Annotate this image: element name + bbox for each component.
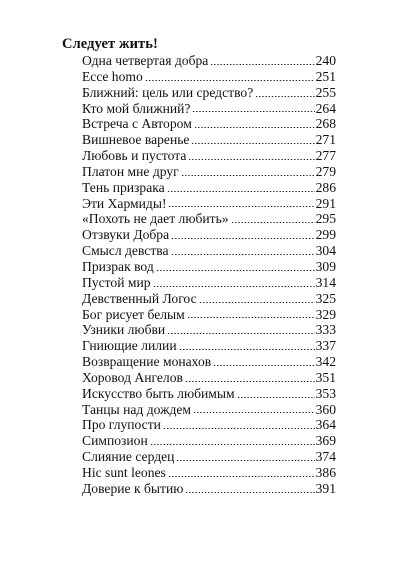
entry-title: Пустой мир (82, 274, 151, 290)
table-of-contents (82, 53, 336, 497)
toc-entry (82, 196, 336, 212)
toc-entry (82, 85, 336, 101)
entry-title: Симпозион (82, 433, 148, 449)
toc-entry (82, 465, 336, 481)
entry-page-number: 391 (315, 480, 336, 496)
entry-title: Смысл девства (82, 243, 169, 259)
entry-title: Доверие к бытию (82, 480, 184, 496)
toc-entry (82, 307, 336, 323)
entry-page-number: 255 (315, 84, 336, 100)
entry-page-number: 295 (315, 211, 336, 227)
dot-leader (213, 359, 314, 367)
dot-leader (193, 406, 315, 414)
entry-title: Гниющие лилии (82, 338, 177, 354)
dot-leader (167, 327, 314, 335)
entry-page-number: 309 (315, 258, 336, 274)
dot-leader (171, 248, 315, 256)
entry-title: Ближний: цель или средство? (82, 84, 254, 100)
entry-page-number: 299 (315, 227, 336, 243)
entry-title: Танцы над дождем (82, 401, 192, 417)
toc-entry (82, 116, 336, 132)
toc-entry (82, 354, 336, 370)
dot-leader (185, 375, 315, 383)
dot-leader (199, 296, 315, 304)
entry-title: Бог рисует белым (82, 306, 185, 322)
dot-leader (192, 105, 314, 113)
toc-entry (82, 180, 336, 196)
dot-leader (187, 311, 315, 319)
dot-leader (194, 121, 315, 129)
toc-entry (82, 449, 336, 465)
entry-title: Призрак вод (82, 258, 154, 274)
toc-entry (82, 481, 336, 497)
entry-page-number: 364 (315, 417, 336, 433)
dot-leader (188, 153, 314, 161)
toc-entry (82, 69, 336, 85)
entry-page-number: 386 (315, 464, 336, 480)
entry-page-number: 333 (315, 322, 336, 338)
toc-entry (82, 243, 336, 259)
entry-title: Hic sunt leones (82, 464, 166, 480)
toc-entry (82, 53, 336, 69)
entry-page-number: 279 (315, 163, 336, 179)
entry-page-number: 304 (315, 243, 336, 259)
dot-leader (191, 137, 314, 145)
entry-page-number: 277 (315, 148, 336, 164)
entry-title: Узники любви (82, 322, 166, 338)
entry-page-number: 337 (315, 338, 336, 354)
dot-leader (163, 422, 315, 430)
entry-page-number: 329 (315, 306, 336, 322)
dot-leader (210, 58, 314, 66)
entry-page-number: 251 (315, 68, 336, 84)
toc-entry (82, 291, 336, 307)
dot-leader (168, 470, 315, 478)
entry-title: Про глупости (82, 417, 161, 433)
entry-title: Встреча с Автором (82, 116, 192, 132)
dot-leader (153, 280, 315, 288)
dot-leader (156, 264, 315, 272)
toc-entry (82, 402, 336, 418)
entry-title: Отзвуки Добра (82, 227, 170, 243)
entry-page-number: 271 (315, 132, 336, 148)
toc-entry (82, 370, 336, 386)
entry-title: Одна четвертая добра (82, 53, 209, 68)
dot-leader (176, 454, 314, 462)
entry-title: Искусство быть любимым (82, 385, 235, 401)
entry-page-number: 369 (315, 433, 336, 449)
dot-leader (168, 200, 314, 208)
entry-title: Тень призрака (82, 179, 165, 195)
toc-entry (82, 386, 336, 402)
entry-title: «Похоть не дает любить» (82, 211, 229, 227)
dot-leader (231, 216, 315, 224)
entry-page-number: 264 (315, 100, 336, 116)
dot-leader (185, 486, 314, 494)
entry-title: Кто мой ближний? (82, 100, 191, 116)
entry-title: Слияние сердец (82, 449, 175, 465)
entry-page-number: 374 (315, 449, 336, 465)
entry-title: Возвращение монахов (82, 354, 212, 370)
dot-leader (179, 343, 315, 351)
toc-entry (82, 338, 336, 354)
dot-leader (167, 185, 315, 193)
entry-title: Эти Хармиды! (82, 195, 167, 211)
toc-entry (82, 259, 336, 275)
toc-entry (82, 132, 336, 148)
entry-title: Ecce homo (82, 68, 143, 84)
toc-entry (82, 227, 336, 243)
entry-page-number: 314 (315, 274, 336, 290)
entry-page-number: 353 (315, 385, 336, 401)
entry-title: Любовь и пустота (82, 148, 187, 164)
section-title: Следует жить! (62, 36, 158, 52)
toc-entry (82, 211, 336, 227)
toc-entry (82, 164, 336, 180)
entry-page-number: 342 (315, 354, 336, 370)
toc-entry (82, 148, 336, 164)
entry-title: Хоровод Ангелов (82, 369, 183, 385)
entry-title: Платон мне друг (82, 163, 179, 179)
toc-entry (82, 101, 336, 117)
dot-leader (181, 169, 315, 177)
dot-leader (150, 438, 315, 446)
toc-entry (82, 433, 336, 449)
entry-page-number: 360 (315, 401, 336, 417)
entry-title: Девственный Логос (82, 290, 197, 306)
dot-leader (145, 74, 315, 82)
toc-entry (82, 322, 336, 338)
entry-page-number: 268 (315, 116, 336, 132)
entry-page-number: 286 (315, 179, 336, 195)
toc-entry (82, 275, 336, 291)
dot-leader (237, 391, 315, 399)
entry-page-number: 351 (315, 369, 336, 385)
entry-page-number: 325 (315, 290, 336, 306)
dot-leader (171, 232, 314, 240)
entry-title: Вишневое варенье (82, 132, 190, 148)
toc-entry (82, 417, 336, 433)
entry-page-number: 240 (315, 53, 336, 68)
entry-page-number: 291 (315, 195, 336, 211)
dot-leader (255, 90, 314, 98)
